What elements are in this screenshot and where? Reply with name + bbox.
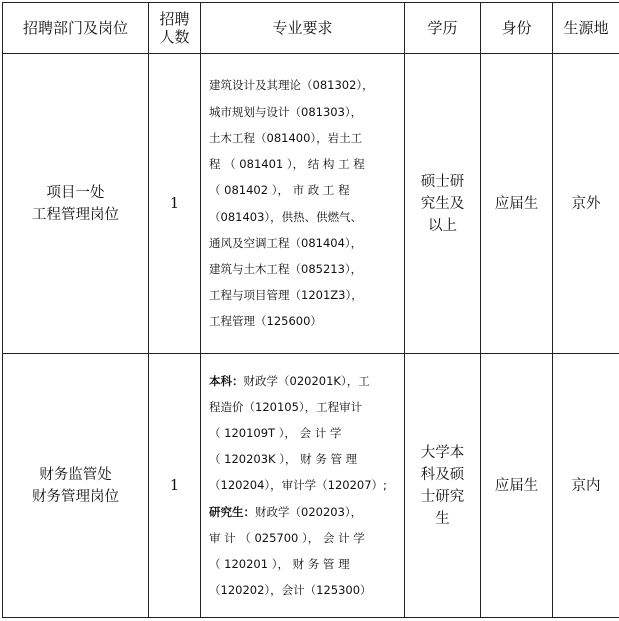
major-line: 程造价（120105），工程审计 bbox=[209, 399, 363, 414]
dept-line: 财务监管处 bbox=[39, 466, 112, 483]
edu-line: 科及硕 bbox=[420, 466, 465, 483]
status-cell: 应届生 bbox=[481, 354, 553, 618]
edu-line: 士研究 bbox=[420, 488, 465, 505]
major-line: （ 120109T ）， 会 计 学 bbox=[209, 425, 342, 440]
table-row bbox=[3, 354, 619, 618]
header-education: 学历 bbox=[405, 3, 481, 54]
header-dept: 招聘部门及岗位 bbox=[3, 3, 149, 54]
major-cell bbox=[201, 54, 405, 354]
grad-label: 研究生： bbox=[209, 504, 255, 519]
major-line: 城市规划与设计（081303）， bbox=[209, 104, 363, 119]
header-count-line1: 招聘 bbox=[159, 10, 190, 28]
education-cell bbox=[405, 354, 481, 618]
dept-line: 财务管理岗位 bbox=[32, 488, 119, 505]
major-line: 程 （ 081401 ）， 结 构 工 程 bbox=[209, 157, 365, 172]
undergrad-first: 财政学（020201K），工 bbox=[243, 373, 370, 388]
header-count-line2: 人数 bbox=[159, 28, 190, 46]
major-line: 建筑与土木工程（085213）， bbox=[209, 261, 363, 276]
dept-line: 工程管理岗位 bbox=[32, 206, 119, 223]
edu-line: 硕士研 bbox=[420, 173, 465, 190]
major-line: （120202），会计（125300） bbox=[209, 583, 372, 598]
edu-line: 生 bbox=[435, 510, 450, 527]
major-line: （ 120201 ）， 财 务 管 理 bbox=[209, 557, 350, 571]
edu-line: 大学本 bbox=[420, 444, 465, 461]
edu-line: 究生及 bbox=[420, 195, 465, 212]
major-line: （ 081402 ）， 市 政 工 程 bbox=[209, 183, 350, 198]
header-origin: 生源地 bbox=[553, 3, 619, 54]
table-row bbox=[3, 54, 619, 354]
major-line: 工程管理（125600） bbox=[209, 314, 322, 329]
grad-first: 财政学（020203）， bbox=[255, 504, 363, 519]
education-cell bbox=[405, 54, 481, 354]
dept-cell bbox=[3, 54, 149, 354]
major-line: （081403），供热、供燃气、 bbox=[209, 209, 363, 224]
major-line: 通风及空调工程（081404）， bbox=[209, 235, 363, 250]
status-cell: 应届生 bbox=[481, 54, 553, 354]
major-line: （ 120203K ）， 财 务 管 理 bbox=[209, 452, 358, 467]
recruitment-table bbox=[2, 2, 619, 618]
major-line bbox=[209, 368, 396, 394]
dept-cell bbox=[3, 354, 149, 618]
major-line: （120204），审计学（120207）; bbox=[209, 478, 387, 493]
header-count bbox=[149, 3, 201, 54]
origin-cell: 京内 bbox=[553, 354, 619, 618]
count-cell: 1 bbox=[149, 54, 201, 354]
edu-line: 以上 bbox=[428, 217, 457, 234]
dept-line: 项目一处 bbox=[46, 184, 105, 201]
header-status: 身份 bbox=[481, 3, 553, 54]
origin-cell: 京外 bbox=[553, 54, 619, 354]
major-cell bbox=[201, 354, 405, 618]
major-line bbox=[209, 499, 396, 525]
undergrad-label: 本科： bbox=[209, 373, 244, 388]
major-line: 建筑设计及其理论（081302）， bbox=[209, 78, 374, 93]
major-line: 审 计 （ 025700 ）， 会 计 学 bbox=[209, 530, 365, 545]
major-line: 土木工程（081400），岩土工 bbox=[209, 130, 363, 145]
header-row bbox=[3, 3, 619, 54]
count-cell: 1 bbox=[149, 354, 201, 618]
header-major: 专业要求 bbox=[201, 3, 405, 54]
major-line: 工程与项目管理（1201Z3）， bbox=[209, 288, 363, 303]
